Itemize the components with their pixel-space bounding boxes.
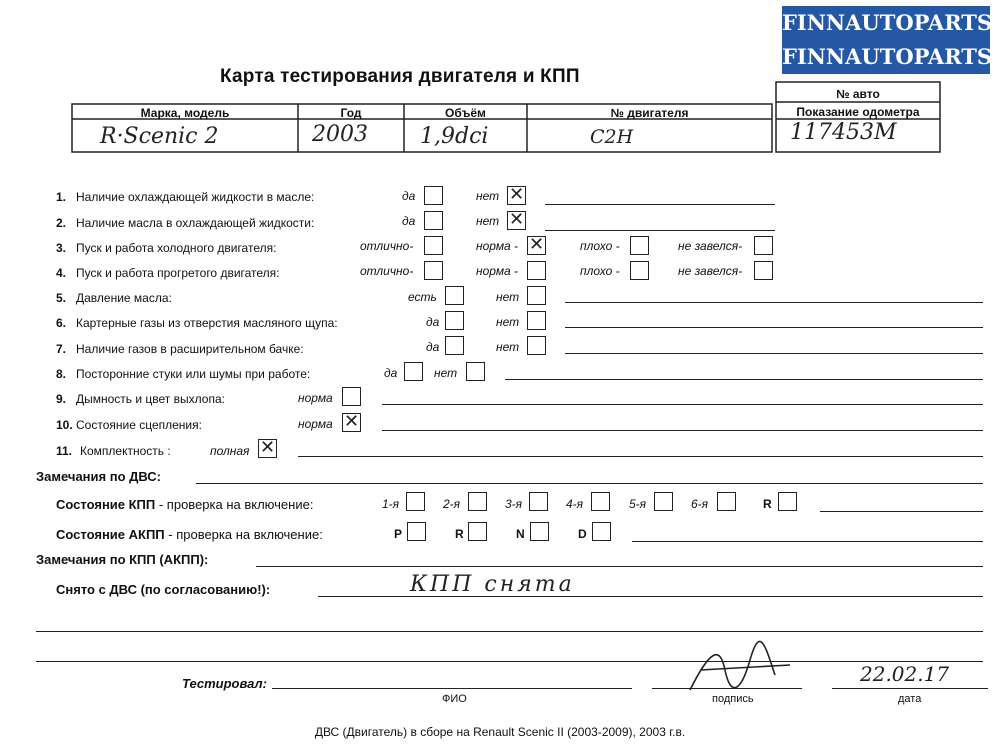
date-label: дата [898,693,922,705]
q5-checkbox-no[interactable] [527,286,546,305]
q5-option-yes: есть [408,290,437,304]
header-auto-no: № авто [836,87,880,101]
q3-checkbox-no-start[interactable] [754,236,773,255]
manual-gearbox-label: Состояние КПП [56,497,156,512]
q7-checkbox-yes[interactable] [445,336,464,355]
q4-checkbox-normal[interactable] [527,261,546,280]
q6-line [565,327,983,328]
header-volume: Объём [445,106,486,120]
q6-checkbox-no[interactable] [527,311,546,330]
remarks-gearbox-label: Замечания по КПП (АКПП): [36,552,209,567]
remarks-engine-line [196,483,983,484]
check-mark-icon: ✕ [509,209,525,230]
removed-line [318,596,983,597]
q6-number: 6. [56,316,67,330]
q9-number: 9. [56,392,67,406]
q1-number: 1. [56,190,67,204]
check-mark-icon: ✕ [529,234,545,255]
date-line [832,688,988,689]
auto-checkbox-d[interactable] [592,522,611,541]
q6-option-yes: да [426,315,440,329]
q7-option-no: нет [496,340,520,354]
remarks-gearbox-line [256,566,983,567]
q8-number: 8. [56,367,67,381]
gear-label-4: 4-я [566,497,584,511]
remarks-engine-label: Замечания по ДВС: [36,469,161,484]
q10-line [382,430,983,431]
q7-number: 7. [56,342,67,356]
q11-checkbox-complete[interactable] [258,439,277,458]
value-engine-no: C2H [590,126,634,148]
header-odometer: Показание одометра [796,105,920,119]
gear-label-6: 6-я [691,497,709,511]
gear-checkbox-r[interactable] [778,492,797,511]
q5-line [565,302,983,303]
q6-text: Картерные газы из отверстия масляного щупа: [76,316,338,330]
auto-checkbox-r[interactable] [468,522,487,541]
value-odometer: 117453M [790,120,897,145]
q2-checkbox-no[interactable] [507,211,526,230]
fio-label: ФИО [442,693,467,705]
auto-checkbox-p[interactable] [407,522,426,541]
q10-checkbox-normal[interactable] [342,413,361,432]
q4-option-no-start: не завелся- [678,264,743,278]
tested-by-label: Тестировал: [182,676,267,691]
date-value: 22.02.17 [860,662,950,686]
removed-value: КПП снята [410,572,575,597]
header-year: Год [340,106,362,120]
q8-option-yes: да [384,366,398,380]
q6-checkbox-yes[interactable] [445,311,464,330]
q2-number: 2. [56,216,67,230]
q9-line [382,404,983,405]
blank-line-1 [36,631,983,632]
check-mark-icon: ✕ [344,411,360,432]
q8-checkbox-no[interactable] [466,362,485,381]
value-year: 2003 [312,122,368,147]
q4-number: 4. [56,266,67,280]
manual-gearbox-rest: - проверка на включение: [155,497,314,512]
auto-label-d: D [578,527,587,541]
value-volume: 1,9dci [420,124,489,149]
gear-checkbox-1[interactable] [406,492,425,511]
q4-option-bad: плохо - [580,264,620,278]
q2-option-yes: да [402,214,416,228]
q4-checkbox-bad[interactable] [630,261,649,280]
q2-option-no: нет [476,214,500,228]
q3-option-normal: норма - [476,239,519,253]
q4-option-normal: норма - [476,264,519,278]
gear-label-3: 3-я [505,497,523,511]
blank-line-2 [36,661,983,662]
manual-gearbox-row [56,497,313,512]
q4-text: Пуск и работа прогретого двигателя: [76,266,280,280]
q10-number: 10. [56,418,73,432]
watermark-logo-top: FINNAUTOPARTS [782,6,990,40]
q11-option-complete: полная [210,444,250,458]
q3-checkbox-excellent[interactable] [424,236,443,255]
q2-line [545,230,775,231]
gear-checkbox-3[interactable] [529,492,548,511]
gear-checkbox-5[interactable] [654,492,673,511]
q4-checkbox-no-start[interactable] [754,261,773,280]
auto-gearbox-label: Состояние АКПП [56,527,165,542]
gear-label-r: R [763,497,772,511]
check-mark-icon: ✕ [509,184,525,205]
auto-checkbox-n[interactable] [530,522,549,541]
q1-line [545,204,775,205]
header-engine-no: № двигателя [610,106,689,120]
auto-gearbox-line [632,541,983,542]
q5-number: 5. [56,291,67,305]
q9-option-normal: норма [298,391,333,405]
q8-text: Посторонние стуки или шумы при работе: [76,367,311,381]
auto-gearbox-row [56,527,323,542]
page-title: Карта тестирования двигателя и КПП [220,66,580,87]
q7-option-yes: да [426,340,440,354]
q7-text: Наличие газов в расширительном бачке: [76,342,304,356]
q3-option-bad: плохо - [580,239,620,253]
q11-text: Комплектность : [80,444,171,458]
q11-number: 11. [56,444,73,458]
image-caption: ДВС (Двигатель) в сборе на Renault Scenic II (2003-2009), 2003 г.в. [314,725,686,739]
signature-label: подпись [712,693,754,705]
watermark-logo-bottom: FINNAUTOPARTS [782,40,990,74]
q9-checkbox-normal[interactable] [342,387,361,406]
check-mark-icon: ✕ [260,437,276,458]
q2-checkbox-yes[interactable] [424,211,443,230]
q5-text: Давление масла: [76,291,172,305]
header-make-model: Марка, модель [140,106,230,120]
q3-checkbox-bad[interactable] [630,236,649,255]
auto-gearbox-rest: - проверка на включение: [164,527,323,542]
gear-checkbox-2[interactable] [468,492,487,511]
q3-checkbox-normal[interactable] [527,236,546,255]
gear-label-5: 5-я [629,497,647,511]
auto-label-p: P [394,527,403,541]
q5-option-no: нет [496,290,520,304]
q10-option-normal: норма [298,417,333,431]
q6-option-no: нет [496,315,520,329]
q3-text: Пуск и работа холодного двигателя: [76,241,277,255]
gear-checkbox-4[interactable] [591,492,610,511]
q1-checkbox-yes[interactable] [424,186,443,205]
gear-label-1: 1-я [382,497,400,511]
q8-line [505,379,983,380]
q1-option-no: нет [476,189,500,203]
q1-text: Наличие охлаждающей жидкости в масле: [76,190,315,204]
q8-option-no: нет [434,366,458,380]
q1-option-yes: да [402,189,416,203]
q4-checkbox-excellent[interactable] [424,261,443,280]
gear-checkbox-6[interactable] [717,492,736,511]
auto-label-r: R [455,527,464,541]
q10-text: Состояние сцепления: [76,418,202,432]
value-make-model: R·Scenic 2 [100,124,219,149]
manual-gearbox-line [820,511,983,512]
q9-text: Дымность и цвет выхлопа: [76,392,225,406]
q7-line [565,353,983,354]
q8-checkbox-yes[interactable] [404,362,423,381]
q11-line [298,456,983,457]
q1-checkbox-no[interactable] [507,186,526,205]
q3-option-excellent: отлично- [360,239,414,253]
removed-label: Снято с ДВС (по согласованию!): [56,582,271,597]
q3-option-no-start: не завелся- [678,239,743,253]
q7-checkbox-no[interactable] [527,336,546,355]
q4-option-excellent: отлично- [360,264,414,278]
fio-line [272,688,632,689]
auto-label-n: N [516,527,525,541]
q3-number: 3. [56,241,67,255]
gear-label-2: 2-я [443,497,461,511]
q2-text: Наличие масла в охлаждающей жидкости: [76,216,315,230]
q5-checkbox-yes[interactable] [445,286,464,305]
signature-scribble-icon [680,640,800,700]
